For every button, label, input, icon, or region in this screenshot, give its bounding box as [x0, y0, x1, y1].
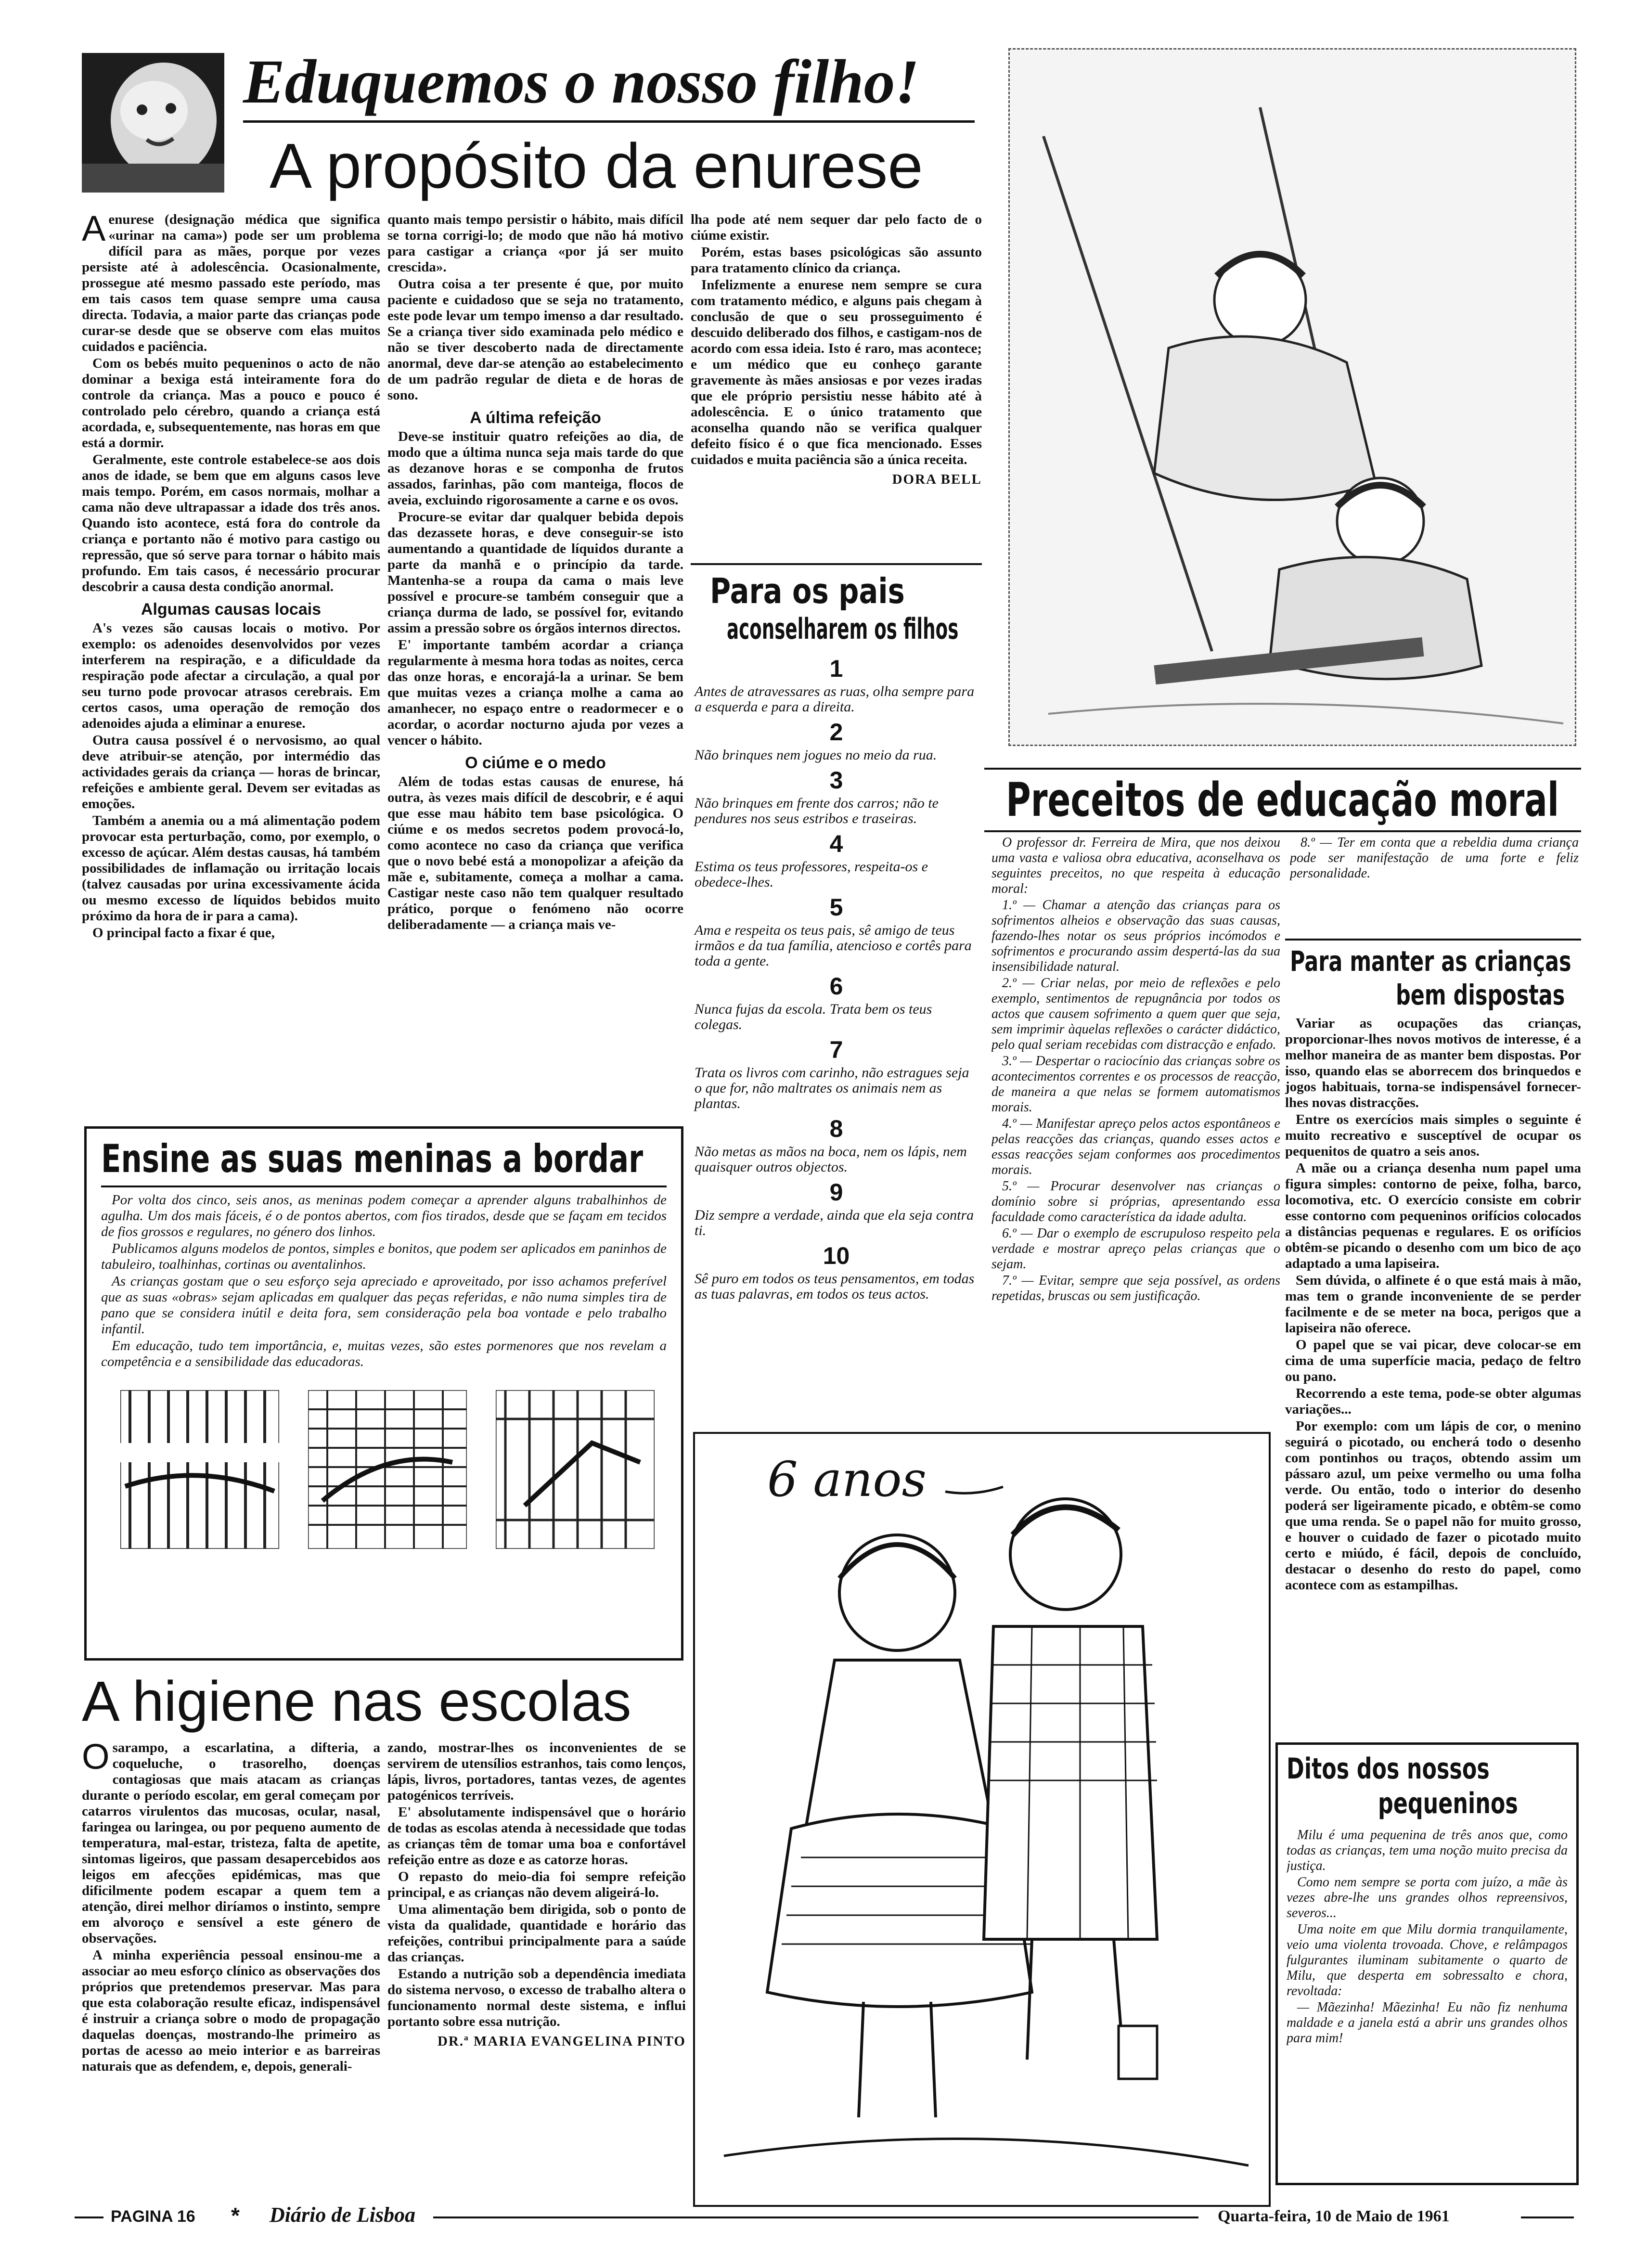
paragraph: Deve-se instituir quatro refeições ao dia, de modo que a última nunca seja mais tarde do que as dezanove horas e se componha de frutos assados, farinhas, pão com manteiga, flocos de aveia, excluindo rigorosamente a carne e os ovos.: [387, 429, 683, 508]
list-item: 8 Não metas as mãos na boca, nem os lápis, nem quaisquer outros objectos.: [695, 1115, 967, 1175]
stitch-sample-1: [120, 1390, 279, 1549]
parents-section: [691, 570, 982, 1427]
list-item: 7 Trata os livros com carinho, não estragues seja o que for, não maltrates os animais nem as plantas.: [695, 1036, 969, 1111]
moral-column-2: [1290, 835, 1579, 946]
list-item: 4 Estima os teus professores, respeita-os e obedece-lhes.: [695, 830, 928, 890]
paragraph: A mãe ou a criança desenha num papel uma figura simples: contorno de peixe, folha, barco, locomotiva, etc. O exercício consiste em cobrir esse contorno com pequeninos orifícios colocados a distâncias pequenas e regulares. E os orifícios obtêm-se picando o desenho com um bico de aço adaptado a uma lapiseira.: [1285, 1160, 1581, 1271]
sayings-title-line-2: pequeninos: [1378, 1787, 1518, 1820]
sayings-box: [1275, 1742, 1579, 2185]
paragraph: 7.º — Evitar, sempre que seja possível, as ordens repetidas, bruscas ou sem justificação.: [991, 1273, 1280, 1303]
sayings-title-line-1: Ditos dos nossos: [1287, 1752, 1490, 1786]
hygiene-column-2: [387, 1740, 686, 2207]
signature: DR.ª MARIA EVANGELINA PINTO: [437, 2034, 686, 2049]
signature: DORA BELL: [892, 472, 982, 487]
list-item: 6 Nunca fujas da escola. Trata bem os teus colegas.: [695, 973, 932, 1032]
paragraph: Outra coisa a ter presente é que, por muito paciente e cuidadoso que se seja no tratamento, este pode levar um tempo imenso a dar resultado. Se a criança tiver sido examinada pelo médico e não se tiver descoberto nada de directamente anormal, deve dar-se atenção ao estabelecimento de um padrão regular de dieta e de horas de sono.: [387, 276, 683, 403]
paragraph: Entre os exercícios mais simples o seguinte é muito recreativo e susceptível de ocupar os pequenitos de quatro a seis anos.: [1285, 1112, 1581, 1159]
embroidery-box: [84, 1126, 683, 1661]
paragraph: Publicamos alguns modelos de pontos, simples e bonitos, que podem ser aplicados em paninhos de tabuleiro, toalhinhas, cortinas ou aventalinhos.: [101, 1241, 667, 1272]
paragraph: O principal facto a fixar é que,: [92, 925, 275, 941]
paragraph: Milu é uma pequenina de três anos que, como todas as crianças, tem uma noção muito precisa da justiça.: [1287, 1828, 1568, 1873]
footer-page-number: PAGINA 16: [111, 2207, 195, 2226]
paragraph: As crianças gostam que o seu esforço seja apreciado e aproveitado, por isso achamos preferível que as suas «obras» sejam aplicadas em qualquer das peças referidas, e não numa simples tira de pano que se considera inútil e deita fora, sem consideração pela boa vontade e pelo trabalho infantil.: [101, 1274, 667, 1337]
paragraph: Também a anemia ou a má alimentação podem provocar esta perturbação, como, por exemplo, o excesso de açúcar. Além destas causas, há também possibilidades de inflamação ou irritação locais (talvez causadas por urina excessivamente ácida ou mesmo excesso de líquidos bebidos muito próximo da hora de ir para a cama).: [82, 813, 380, 924]
paragraph: Por volta dos cinco, seis anos, as meninas podem começar a aprender alguns trabalhinhos de agulha. Um dos mais fáceis, é o de pontos abertos, com fios tirados, desde que se façam em tecidos de fios grossos e regulares, no género dos linhos.: [101, 1192, 667, 1239]
paragraph: Variar as ocupações das crianças, proporcionar-lhes novos motivos de interesse, é a melhor maneira de as manter bem dispostas. Por isso, quando elas se aborrecem dos brinquedos e jogos habituais, torna-se indispensável fornecer-lhes novas distracções.: [1285, 1016, 1581, 1110]
paragraph: O repasto do meio-dia foi sempre refeição principal, e as crianças não devem aligeirá-lo.: [387, 1869, 686, 1900]
stitch-sample-2: [308, 1390, 467, 1549]
paragraph: Geralmente, este controle estabelece-se aos dois anos de idade, se bem que em alguns casos leve mais tempo. Porém, em casos normais, molhar a cama não deve ultrapassar a idade dos três anos. Quando isto acontece, está fora do controle da criança e portanto não é motivo para castigo ou repressão, que só serve para tornar o hábito mais profundo. Em tais casos, é necessário procurar descobrir a causa desta condição anormal.: [82, 452, 380, 594]
subheading: Algumas causas locais: [141, 600, 322, 619]
footer-rule-right: [1521, 2216, 1574, 2218]
list-item: 5 Ama e respeita os teus pais, sê amigo de teus irmãos e da tua família, atencioso e cortês para toda a gente.: [695, 894, 972, 969]
paragraph: A minha experiência pessoal ensinou-me a associar ao meu esforço clínico as observações dos próprios que pretendemos preservar. Mas para que esta colaboração resulte eficaz, indispensável é instruir a criança sobre o modo de propagação daquelas doenças, mostrando-lhe primeiro as portas de acesso ao meio interior e as barreiras naturais que as defendem, e, depois, generali-: [82, 1947, 380, 2074]
paragraph: Sem dúvida, o alfinete é o que está mais à mão, mas tem o grande inconveniente de se perder facilmente e de se meter na boca, perigos que a lapiseira não oferece.: [1285, 1273, 1581, 1336]
paragraph: Porém, estas bases psicológicas são assunto para tratamento clínico da criança.: [691, 245, 982, 276]
paragraph: — Mãezinha! Mãezinha! Eu não fiz nenhuma maldade e a janela está a abrir uns grandes olhos para mim!: [1287, 2000, 1568, 2046]
list-item: 2 Não brinques nem jogues no meio da rua.: [695, 719, 937, 763]
paragraph: 1.º — Chamar a atenção das crianças para os sofrimentos alheios e observação das suas causas, fazendo-lhes notar os seus próprios incómodos e sofrimentos e procurando assim despertá-las da sua insensibilidade natural.: [991, 898, 1280, 974]
paragraph: enurese (designação médica que significa «urinar na cama») pode ser um problema difícil para as mães, porque por vezes persiste até à adolescência. Ocasionalmente, prossegue até mesmo passado este período, mas em tais casos tem quase sempre uma causa directa. Todavia, a maior parte das crianças pode curar-se desde que se observe com elas muitos cuidados e paciência.: [82, 212, 380, 354]
drop-cap: A: [82, 212, 106, 248]
wellbeing-title-line-2: bem dispostas: [1396, 979, 1565, 1011]
paragraph: 4.º — Manifestar apreço pelos actos espontâneos e pelas reacções das crianças, quando esses actos e essas reacções sejam conformes aos procedimentos morais.: [991, 1116, 1280, 1177]
paragraph: A's vezes são causas locais o motivo. Por exemplo: os adenoides desenvolvidos por vezes interferem na respiração, e a dificuldade da respiração pode afectar a circulação, a qual por seu turno pode provocar atrasos cerebrais. Em certos casos, uma operação de remoção dos adenoides ajuda a eliminar a enurese.: [82, 620, 380, 731]
enuresis-column-2: [387, 212, 683, 1112]
footer-star: *: [231, 2203, 240, 2228]
paragraph: Estando a nutrição sob a dependência imediata do sistema nervoso, o excesso de trabalho altera o funcionamento normal deste sistema, e influi portanto sobre essa nutrição.: [387, 1966, 686, 2029]
parents-title-line-1: Para os pais: [710, 571, 905, 611]
paragraph: 8.º — Ter em conta que a rebeldia duma criança pode ser manifestação de uma forte e feliz personalidade.: [1290, 835, 1579, 881]
footer-date: Quarta-feira, 10 de Maio de 1961: [1218, 2207, 1450, 2225]
series-title: Eduquemos o nosso filho!: [243, 47, 920, 116]
baby-photo-image: [82, 53, 224, 193]
embroidery-rule: [101, 1186, 667, 1187]
moral-top-rule: [984, 768, 1581, 770]
paragraph: Infelizmente a enurese nem sempre se cura com tratamento médico, e alguns pais chegam à conclusão de que o seu prosseguimento é descuido deliberado dos filhos, e castigam-nos de acordo com essa ideia. Isto é raro, mas acontece; e um médico que eu conheço garante gravemente às mães ansiosas e por vezes iradas que ele próprio persistiu nesse hábito até à adolescência. E o único tratamento que aconselha quando não se verifica qualquer defeito físico é o que fica mencionado. Esses cuidados e muita paciência são a única receita.: [691, 277, 982, 467]
stitch-samples: [101, 1390, 667, 1549]
embroidery-title: Ensine as suas meninas a bordar: [101, 1136, 644, 1181]
paragraph: Outra causa possível é o nervosismo, ao qual deve atribuir-se atenção, por intermédio das actividades gerais da criança — horas de brincar, refeições e ambiente geral. Devem ser evitadas as emoções.: [82, 733, 380, 812]
embroidery-text: [101, 1192, 667, 1371]
paragraph: quanto mais tempo persistir o hábito, mais difícil se torna corrigi-lo; de modo que não há motivo para castigar a criança «por já ser muito crescida».: [387, 212, 683, 275]
list-item: 3 Não brinques em frente dos carros; não te pendures nos seus estribos e traseiras.: [695, 767, 939, 826]
list-item: 1 Antes de atravessares as ruas, olha sempre para a esquerda e para a direita.: [695, 655, 975, 715]
swing-illustration: [1008, 48, 1576, 746]
enuresis-column-3: [691, 212, 982, 558]
subheading: O ciúme e o medo: [465, 754, 606, 772]
title-rule: [243, 120, 975, 123]
paragraph: O professor dr. Ferreira de Mira, que nos deixou uma vasta e valiosa obra educativa, aconselhava os seguintes preceitos, no que respeita à educação moral:: [991, 835, 1280, 896]
paragraph: E' absolutamente indispensável que o horário de todas as escolas atenda à necessidade que todas as crianças têm de tomar uma boa e confortável refeição entre as doze e as catorze horas.: [387, 1804, 686, 1868]
enuresis-title: A propósito da enurese: [270, 130, 923, 201]
children-drawing: [693, 1432, 1271, 2207]
stitch-sample-3: [496, 1390, 655, 1549]
paragraph: 3.º — Despertar o raciocínio das crianças sobre os acontecimentos correntes e os processos de reacção, de maneira a que nelas se formem automatismos morais.: [991, 1054, 1280, 1115]
paragraph: Como nem sempre se porta com juízo, a mãe às vezes abre-lhe uns grandes olhos repreensivos, severos...: [1287, 1875, 1568, 1920]
paragraph: 6.º — Dar o exemplo de escrupuloso respeito pela verdade e mostrar apreço pelas crianças que o sejam.: [991, 1226, 1280, 1272]
paragraph: 5.º — Procurar desenvolver nas crianças o domínio sobre si próprias, apresentando essa faculdade como característica da idade adulta.: [991, 1179, 1280, 1224]
paragraph: lha pode até nem sequer dar pelo facto de o ciúme existir.: [691, 212, 982, 243]
hygiene-title: A higiene nas escolas: [82, 1670, 631, 1733]
wellbeing-title-line-1: Para manter as crianças: [1290, 945, 1571, 978]
paragraph: Uma alimentação bem dirigida, sob o ponto de vista da qualidade, quantidade e horário das refeições, contribui principalmente para a saúde das crianças.: [387, 1902, 686, 1965]
paragraph: Uma noite em que Milu dormia tranquilamente, veio uma violenta trovoada. Chove, e relâmpagos fulgurantes iluminam subitamente o quarto de Milu, que desperta em sobressalto e chora, revoltada:: [1287, 1922, 1568, 1998]
list-item: 10 Sê puro em todos os teus pensamentos, em todas as tuas palavras, em todos os teus actos.: [695, 1242, 975, 1302]
footer-newspaper-name: Diário de Lisboa: [270, 2203, 416, 2227]
moral-title: Preceitos de educação moral: [1006, 773, 1559, 827]
swing-drawing: [1010, 50, 1576, 746]
footer-rule-middle: [433, 2216, 1198, 2218]
footer-rule-left: [75, 2216, 103, 2218]
list-item: 9 Diz sempre a verdade, ainda que ela seja contra ti.: [695, 1179, 974, 1238]
moral-bottom-rule: [1285, 939, 1581, 941]
drop-cap: O: [82, 1740, 110, 1777]
paragraph: Procure-se evitar dar qualquer bebida depois das dezassete horas, e deve conseguir-se isto aumentando a quantidade de líquidos durante a parte da manhã e o princípio da tarde. Mantenha-se a roupa da cama o mais leve possível e procure-se também conseguir que a criança durma de lado, se possível for, evitando assim a pressão sobre os órgãos internos directos.: [387, 509, 683, 636]
moral-title-rule: [984, 830, 1581, 832]
wellbeing-column: [1285, 1016, 1581, 1738]
paragraph: 2.º — Criar nelas, por meio de reflexões e pelo exemplo, sentimentos de repugnância por todos os actos que causem sofrimento a quem quer que seja, sem imprimir àquelas reflexões o carácter didáctico, pelo qual seriam recebidas com distracção e enfado.: [991, 976, 1280, 1052]
moral-column-1: [991, 835, 1280, 1422]
paragraph: zando, mostrar-lhes os inconvenientes de se servirem de utensílios estranhos, tais como lenços, lápis, livros, portadores, tantas vezes, de agentes patogénicos terríveis.: [387, 1740, 686, 1803]
drawing-caption: 6 anos: [767, 1451, 927, 1508]
paragraph: sarampo, a escarlatina, a difteria, a coqueluche, o trasorelho, doenças contagiosas que mais atacam as crianças durante o período escolar, em geral começam por catarros virulentos das mucosas, ocular, nasal, faringea ou laringea, ou por pequeno aumento de temperatura, mal-estar, tristeza, falta de apetite, sintomas ligeiros, que passam desapercebidos aos leigos em afecções epidémicas, mas que dificilmente podem escapar a quem tem a atenção, direi melhor diríamos o instinto, sempre em alvoroço e sensível a este género de observações.: [82, 1740, 380, 1946]
paragraph: O papel que se vai picar, deve colocar-se em cima de uma superfície macia, pedaço de feltro ou pano.: [1285, 1337, 1581, 1384]
paragraph: Com os bebés muito pequeninos o acto de não dominar a bexiga está inteiramente fora do controle da criança. Mas a pouco e pouco é controlado pelo cérebro, quando a criança está acordada, e, subsequentemente, nas horas em que está a dormir.: [82, 356, 380, 451]
baby-photo: [82, 53, 224, 193]
enuresis-column-1: [82, 212, 380, 1112]
paragraph: Em educação, tudo tem importância, e, muitas vezes, são estes pormenores que nos revelam a competência e a sensibilidade das educadoras.: [101, 1338, 667, 1369]
separator-rule: [691, 563, 982, 565]
subheading: A última refeição: [470, 409, 601, 427]
sayings-text: [1287, 1828, 1568, 2047]
hygiene-column-1: [82, 1740, 380, 2207]
parents-list: [691, 655, 982, 1302]
paragraph: Além de todas estas causas de enurese, há outra, às vezes mais difícil de descobrir, e é aqui que esse mau hábito tem base psicológica. O ciúme e os medos secretos podem provocá-lo, como acontece no caso da criança que verifica que o novo bebé está a monopolizar a afeição da mãe e, subitamente, começa a molhar a cama. Castigar neste caso não tem qualquer resultado prático, porque o fenómeno não ocorre deliberadamente — a criança mais ve-: [387, 774, 683, 932]
paragraph: Recorrendo a este tema, pode-se obter algumas variações...: [1285, 1386, 1581, 1417]
parents-title-line-2: aconselharem os filhos: [727, 612, 959, 646]
paragraph: E' importante também acordar a criança regularmente à mesma hora todas as noites, cerca das onze horas, e encorajá-la a urinar. Se bem que muitas vezes a criança molhe a cama ao amanhecer, no espaço entre o readormecer e o acordar, o acordar nocturno ajuda por vezes a vencer o hábito.: [387, 637, 683, 748]
children-illustration: [695, 1434, 1269, 2205]
paragraph: Por exemplo: com um lápis de cor, o menino seguirá o picotado, ou encherá todo o desenho com pontinhos ou traços, obtendo assim um pássaro azul, um peixe vermelho ou uma folha verde. Ou então, todo o interior do desenho poderá ser ligeiramente picado, e obtêm-se como que uma renda. Se o papel não for muito grosso, e houver o cuidado de fazer o picotado muito certo e miúdo, é fácil, depois de concluído, destacar o desenho do resto do papel, como acontece com as estampilhas.: [1285, 1418, 1581, 1593]
